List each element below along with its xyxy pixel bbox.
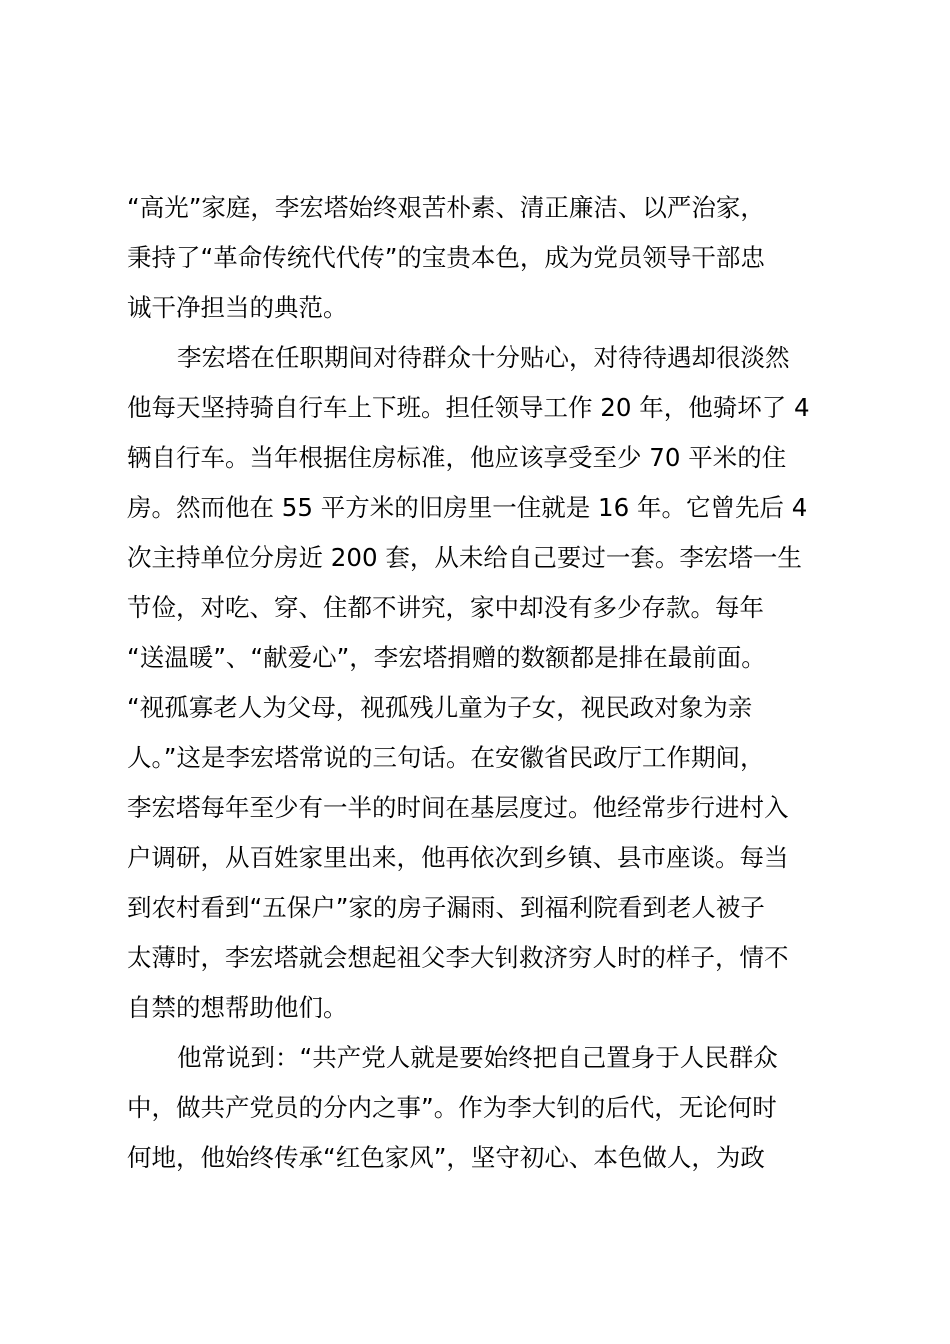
- text-line: “高光”家庭，李宏塔始终艰苦朴素、清正廉洁、以严治家，: [127, 193, 765, 222]
- text-line: 太薄时，李宏塔就会想起祖父李大钊救济穷人时的样子，情不: [127, 943, 789, 972]
- text-line: 何地，他始终传承“红色家风”，坚守初心、本色做人，为政: [127, 1143, 765, 1172]
- text-line: 户调研，从百姓家里出来，他再依次到乡镇、县市座谈。每当: [127, 843, 789, 872]
- text-line: 中，做共产党员的分内之事”。作为李大钊的后代，无论何时: [127, 1093, 777, 1122]
- text-line: 他每天坚持骑自行车上下班。担任领导工作 20 年，他骑坏了 4: [127, 393, 810, 422]
- text-line: 节俭，对吃、穿、住都不讲究，家中却没有多少存款。每年: [127, 593, 764, 622]
- text-line: 自禁的想帮助他们。: [127, 993, 348, 1022]
- text-line: 辆自行车。当年根据住房标准，他应该享受至少 70 平米的住: [127, 443, 787, 472]
- text-line: 到农村看到“五保户”家的房子漏雨、到福利院看到老人被子: [127, 893, 765, 922]
- paragraph-start-line: 他常说到：“共产党人就是要始终把自己置身于人民群众: [177, 1043, 778, 1072]
- paragraph-start-line: 李宏塔在任职期间对待群众十分贴心，对待待遇却很淡然: [177, 343, 790, 372]
- text-line: 诚干净担当的典范。: [127, 293, 348, 322]
- body-text: [127, 183, 847, 1183]
- text-line: 秉持了“革命传统代代传”的宝贵本色，成为党员领导干部忠: [127, 243, 765, 272]
- text-line: 次主持单位分房近 200 套，从未给自己要过一套。李宏塔一生: [127, 543, 802, 572]
- text-line: 房。然而他在 55 平方米的旧房里一住就是 16 年。它曾先后 4: [127, 493, 808, 522]
- text-line: 李宏塔每年至少有一半的时间在基层度过。他经常步行进村入: [127, 793, 789, 822]
- text-line: “送温暖”、“献爱心”，李宏塔捐赠的数额都是排在最前面。: [127, 643, 766, 672]
- text-line: “视孤寡老人为父母，视孤残儿童为子女，视民政对象为亲: [127, 693, 753, 722]
- text-line: 人。”这是李宏塔常说的三句话。在安徽省民政厅工作期间，: [127, 743, 765, 772]
